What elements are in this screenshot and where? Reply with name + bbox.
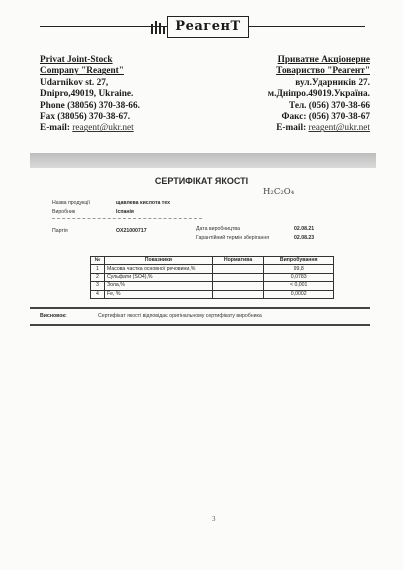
producer-label: Виробник bbox=[52, 209, 76, 215]
phone-ua: Тел. (056) 370-38-66 bbox=[288, 100, 370, 111]
logo-rule-left bbox=[40, 26, 167, 27]
row-indicator: Зола,% bbox=[104, 282, 212, 290]
logo-rule-right bbox=[247, 26, 365, 27]
row-indicator: Fe, % bbox=[104, 290, 212, 298]
address-en-2: Dnipro,49019, Ukraine. bbox=[40, 89, 134, 100]
logo-text: РеагенТ bbox=[175, 19, 241, 34]
col-result: Випробування bbox=[264, 257, 334, 265]
address-en-1: Udarnikov st. 27, bbox=[40, 77, 109, 88]
row-result: 99,8 bbox=[264, 265, 334, 273]
company-name-ua-1: Приватне Акціонерне bbox=[277, 55, 370, 65]
warranty-label: Гарантійний термін зберігання bbox=[196, 235, 270, 241]
right-header bbox=[268, 55, 370, 135]
row-result: 0,0002 bbox=[264, 290, 334, 298]
table-row bbox=[91, 290, 334, 298]
conclusion-text: Сертифікат якості відповідає оригінальному сертифікату виробника bbox=[98, 313, 262, 319]
warranty-value: 02.08.23 bbox=[294, 235, 315, 241]
email-row-ua bbox=[268, 123, 370, 134]
conclusion-top-rule bbox=[30, 307, 370, 309]
email-row-en bbox=[40, 123, 140, 134]
product-label: Назва продукції bbox=[52, 200, 90, 206]
fax-en: Fax (38056) 370-38-67. bbox=[40, 112, 131, 123]
email-link-en[interactable]: reagent@ukr.net bbox=[72, 123, 134, 134]
scan-shade-band bbox=[30, 153, 376, 168]
batch-label: Партія bbox=[52, 228, 68, 234]
table-row bbox=[91, 282, 334, 290]
phone-en: Phone (38056) 370-38-66. bbox=[40, 100, 140, 111]
address-ua-1: вул.Ударників 27. bbox=[295, 77, 370, 88]
left-header bbox=[40, 55, 140, 135]
row-norm bbox=[212, 273, 264, 281]
company-name-ua-2: Товариство "Реагент" bbox=[276, 66, 370, 77]
batch-value: OX21000717 bbox=[116, 228, 147, 234]
company-name-en-1: Privat Joint-Stock bbox=[40, 55, 113, 65]
email-label-ua: E-mail: bbox=[276, 123, 307, 134]
row-number: 2 bbox=[91, 273, 105, 281]
row-number: 1 bbox=[91, 265, 105, 273]
product-value: щавлева кислота тех bbox=[116, 200, 171, 206]
address-ua-2: м.Дніпро.49019.Україна. bbox=[267, 89, 370, 100]
producer-value: Іспанія bbox=[116, 209, 134, 215]
row-norm bbox=[212, 282, 264, 290]
table-row bbox=[91, 273, 334, 281]
row-indicator: Масова частка основної речовини,% bbox=[104, 265, 212, 273]
col-norm: Норматива bbox=[212, 257, 264, 265]
table-header-row bbox=[91, 257, 334, 265]
row-result: 0,0783 bbox=[264, 273, 334, 281]
row-number: 4 bbox=[91, 290, 105, 298]
row-indicator: Сульфати (SO4),% bbox=[104, 273, 212, 281]
logo-emblem-left bbox=[150, 17, 166, 35]
email-label-en: E-mail: bbox=[40, 123, 70, 134]
certificate-title: СЕРТИФІКАТ ЯКОСТІ bbox=[154, 176, 249, 186]
production-date-value: 02.08.21 bbox=[294, 226, 315, 232]
chemical-formula: H₂C₂O₄ bbox=[263, 187, 295, 197]
email-link-ua[interactable]: reagent@ukr.net bbox=[308, 123, 370, 134]
col-indicator: Показники bbox=[104, 257, 212, 265]
row-norm bbox=[212, 290, 264, 298]
production-date-label: Дата виробництва bbox=[196, 226, 241, 232]
row-norm bbox=[212, 265, 264, 273]
conclusion-label: Висновок: bbox=[40, 313, 67, 319]
fax-ua: Факс: (056) 370-38-67 bbox=[281, 112, 370, 123]
product-divider bbox=[52, 218, 202, 219]
company-logo bbox=[167, 16, 249, 38]
col-number: № bbox=[91, 257, 105, 265]
table-row bbox=[91, 265, 334, 273]
page-mark: 3 bbox=[212, 515, 216, 523]
company-name-en-2: Company "Reagent" bbox=[40, 66, 124, 77]
quality-table bbox=[90, 256, 334, 299]
row-number: 3 bbox=[91, 282, 105, 290]
row-result: < 0,001 bbox=[264, 282, 334, 290]
conclusion-bottom-rule bbox=[30, 324, 370, 326]
